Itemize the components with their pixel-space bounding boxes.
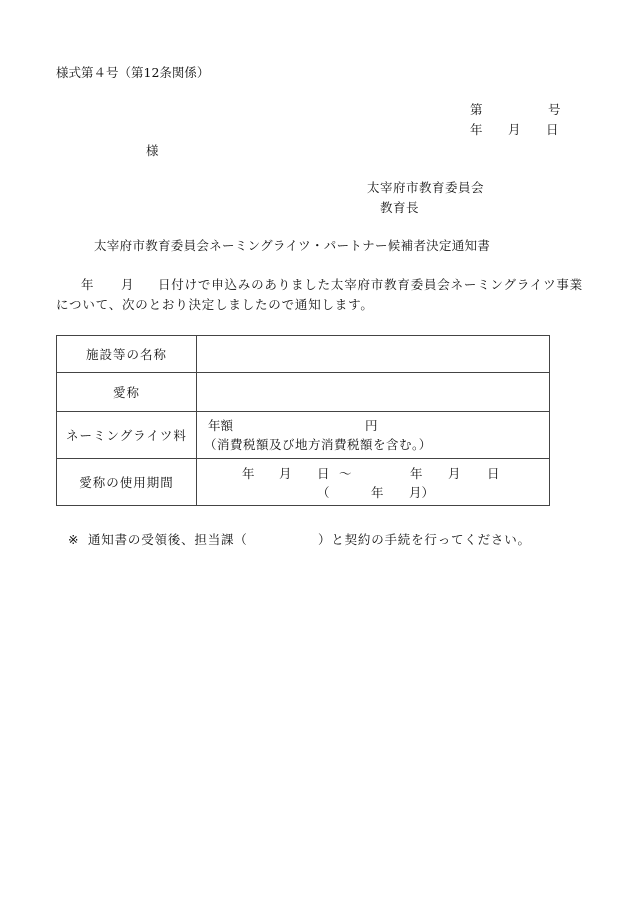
doc-number-suffix: 号 [548, 102, 561, 117]
range-tilde: ～ [339, 466, 352, 481]
note-text-b: ）と契約の手続を行ってください。 [318, 532, 531, 547]
start-month: 月 [279, 466, 292, 481]
note-text-a: 通知書の受領後、担当課（ [88, 532, 248, 547]
table-row [57, 459, 550, 506]
table-row [57, 373, 550, 412]
facility-name-cell [197, 336, 550, 373]
note-mark: ※ [68, 532, 79, 547]
duration-paren: （ [317, 485, 330, 500]
body-line2: について、次のとおり決定しましたので通知します。 [56, 297, 374, 312]
sender-org: 太宰府市教育委員会 [367, 180, 485, 195]
date-year: 年 [470, 122, 483, 137]
duration-month: 月） [409, 485, 435, 500]
annual-label: 年額 [208, 418, 234, 433]
body-line1: 日付けで申込みのありました太宰府市教育委員会ネーミングライツ事業 [158, 277, 583, 292]
document-title: 太宰府市教育委員会ネーミングライツ・パートナー候補者決定通知書 [94, 238, 491, 253]
fee-cell [197, 412, 550, 459]
duration-year: 年 [371, 485, 384, 500]
yen-label: 円 [365, 418, 378, 433]
row-label: 愛称 [57, 373, 197, 412]
body-month: 月 [121, 277, 134, 292]
decision-table [56, 335, 550, 506]
nickname-cell [197, 373, 550, 412]
doc-number-prefix: 第 [470, 102, 483, 117]
tax-note: （消費税額及び地方消費税額を含む。） [204, 437, 432, 452]
table-row [57, 336, 550, 373]
end-month: 月 [448, 466, 461, 481]
period-cell [197, 459, 550, 506]
start-day: 日 [317, 466, 330, 481]
start-year: 年 [242, 466, 255, 481]
row-label: 施設等の名称 [57, 336, 197, 373]
table-row [57, 412, 550, 459]
form-label: 様式第４号（第12条関係） [56, 65, 210, 80]
end-day: 日 [487, 466, 500, 481]
recipient-suffix: 様 [146, 143, 159, 158]
row-label: 愛称の使用期間 [57, 459, 197, 506]
sender-title: 教育長 [380, 200, 420, 215]
date-day: 日 [546, 122, 559, 137]
row-label: ネーミングライツ料 [57, 412, 197, 459]
date-month: 月 [508, 122, 521, 137]
body-year: 年 [81, 277, 94, 292]
end-year: 年 [410, 466, 423, 481]
